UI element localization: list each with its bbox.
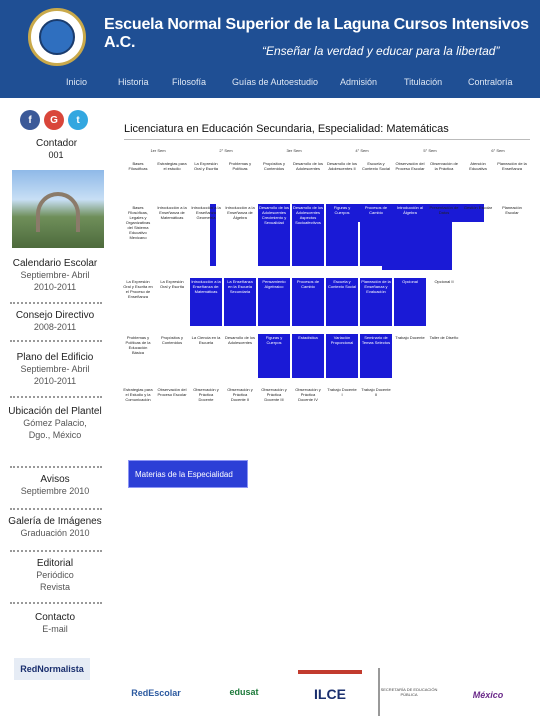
- sidebar-title: Avisos: [40, 474, 70, 485]
- semester-header: 2° Sem: [219, 148, 233, 153]
- course-cell[interactable]: Escuela y Contexto Social: [361, 161, 390, 171]
- course-cell[interactable]: Introducción a la Enseñanza de Álgebra: [225, 205, 255, 220]
- main-nav: [0, 77, 540, 91]
- school-logo[interactable]: [28, 8, 86, 66]
- course-cell[interactable]: Introducción a la Enseñanza de Matemáticas: [157, 205, 187, 220]
- course-cell[interactable]: Gestión Escolar: [463, 205, 493, 210]
- course-cell[interactable]: Trabajo Docente II: [361, 387, 391, 397]
- sidebar-divider: [10, 550, 102, 552]
- course-cell[interactable]: Desarrollo de los Adolescentes II: [327, 161, 358, 171]
- sidebar-divider: [10, 302, 102, 304]
- sidebar-divider: [10, 508, 102, 510]
- nav-filosofia[interactable]: Filosofía: [172, 77, 207, 87]
- course-cell[interactable]: Propósitos y Contenidos: [160, 335, 183, 345]
- nav-admision[interactable]: Admisión: [340, 77, 378, 87]
- sidebar-title: Editorial: [36, 558, 74, 569]
- sidebar-sub: Graduación 2010: [20, 528, 90, 538]
- sep-logo[interactable]: SECRETARÍA DE EDUCACIÓN PÚBLICA: [378, 668, 438, 716]
- edusat-logo[interactable]: edusat: [229, 687, 259, 697]
- course-cell[interactable]: Taller de Diseño: [429, 335, 459, 340]
- sidebar-divider: [10, 466, 102, 468]
- course-cell[interactable]: Observación y Práctica Docente IV: [295, 387, 321, 402]
- semester-header: 1er Sem: [150, 148, 166, 153]
- google-icon[interactable]: G: [44, 110, 64, 130]
- sidebar-sub: 2010-2011: [33, 376, 77, 386]
- course-cell[interactable]: La Expresión Oral y Escrita: [159, 279, 184, 289]
- sidebar-sub: Septiembre 2010: [20, 486, 90, 496]
- course-cell[interactable]: Introducción a la Enseñanza de: Matemáticas: [190, 278, 222, 326]
- course-cell[interactable]: Planeación de la Enseñanza y Evaluación: [360, 278, 392, 326]
- sidebar-contacto[interactable]: [0, 612, 110, 635]
- sidebar-title: Calendario Escolar: [12, 258, 98, 269]
- course-cell[interactable]: La Ciencia en la Escuela: [191, 335, 221, 345]
- sidebar-sub: Septiembre- Abril: [20, 270, 90, 280]
- course-cell[interactable]: Variación Proporcional: [326, 334, 358, 378]
- course-cell[interactable]: Observación del Proceso Escolar: [157, 387, 187, 397]
- course-cell[interactable]: Observación y Práctica Docente III: [261, 387, 287, 402]
- course-cell[interactable]: Planeación Escolar: [502, 205, 522, 215]
- nav-titulacion[interactable]: Titulación: [404, 77, 443, 87]
- course-cell[interactable]: Observación y Práctica Docente: [193, 387, 219, 402]
- sidebar-title: Plano del Edificio: [16, 352, 94, 363]
- course-cell[interactable]: La Expresión Oral y Escrita: [193, 161, 218, 171]
- course-cell[interactable]: Opcional: [394, 278, 426, 326]
- heading-divider: [124, 139, 530, 140]
- semester-header: 6° Sem: [491, 148, 505, 153]
- course-cell[interactable]: Problemas y Políticas de la Educación Básica: [125, 335, 151, 355]
- course-cell[interactable]: Opcional II: [434, 279, 454, 284]
- nav-contraloria[interactable]: Contraloría: [468, 77, 513, 87]
- nav-guias[interactable]: Guías de Autoestudio: [232, 77, 319, 87]
- sidebar-sub: Periódico: [36, 570, 74, 580]
- sidebar-sub: Revista: [39, 582, 70, 592]
- course-cell[interactable]: Observación de la Práctica: [429, 161, 458, 171]
- ilce-logo[interactable]: ILCE: [298, 670, 362, 714]
- course-cell[interactable]: Bases Filosóficas: [128, 161, 148, 171]
- course-cell[interactable]: Estrategias para el Estudio y la Comunicación: [123, 387, 153, 402]
- sidebar-sub: Septiembre- Abril: [20, 364, 90, 374]
- course-cell[interactable]: Desarrollo de los Adolescentes Aspectos Socioafectivos: [292, 204, 324, 266]
- sidebar-divider: [10, 396, 102, 398]
- site-header: [0, 0, 540, 98]
- course-cell[interactable]: Observación y Práctica Docente II: [227, 387, 253, 402]
- semester-header: 3er Sem: [286, 148, 302, 153]
- course-cell[interactable]: Atención Educativa: [469, 161, 487, 171]
- sidebar-sub: E-mail: [42, 624, 68, 634]
- course-cell[interactable]: La Enseñanza en la Escuela Secundaria: [224, 278, 256, 326]
- course-cell[interactable]: Procesos de Cambio: [360, 204, 392, 266]
- sidebar-title: Consejo Directivo: [15, 310, 95, 321]
- course-cell[interactable]: Estrategias para el estudio: [157, 161, 187, 171]
- sidebar-editorial[interactable]: [0, 558, 110, 593]
- social-links: [20, 110, 88, 130]
- curriculum-map: [118, 148, 532, 438]
- course-cell[interactable]: Escuela y Contexto Social: [326, 278, 358, 326]
- sidebar-sub: 2008-2011: [33, 322, 77, 332]
- sidebar-title: Contacto: [34, 612, 76, 623]
- course-cell[interactable]: Presentación de Datos: [429, 205, 459, 215]
- course-cell[interactable]: Desarrollo de los Adolescentes: [293, 161, 324, 171]
- partner-logos: [0, 650, 540, 720]
- twitter-icon[interactable]: t: [68, 110, 88, 130]
- rednormalista-logo[interactable]: RedNormalista: [14, 658, 90, 680]
- course-cell[interactable]: Trabajo Docente I: [327, 387, 357, 397]
- logo-emblem: [39, 19, 75, 55]
- nav-inicio[interactable]: Inicio: [66, 77, 88, 87]
- sidebar-divider: [10, 602, 102, 604]
- facebook-icon[interactable]: f: [20, 110, 40, 130]
- course-cell[interactable]: Procesos de Cambio: [292, 278, 324, 326]
- counter-label: Contador: [36, 138, 78, 149]
- site-motto: “Enseñar la verdad y educar para la libertad”: [262, 44, 500, 58]
- course-cell[interactable]: Problemas y Políticas: [228, 161, 252, 171]
- course-cell[interactable]: Figuras y Cuerpos: [326, 204, 358, 266]
- sidebar-calendario[interactable]: [0, 258, 110, 293]
- course-cell[interactable]: Desarrollo de los Adolescentes: [225, 335, 256, 345]
- course-cell[interactable]: Trabajo Docente: [395, 335, 425, 340]
- sidebar-consejo[interactable]: [0, 310, 110, 333]
- sidebar-sub: 2010-2011: [33, 282, 77, 292]
- sidebar-ubicacion[interactable]: [0, 406, 110, 441]
- course-cell[interactable]: Seminario de Temas Selectos: [360, 334, 392, 378]
- semester-header: 4° Sem: [355, 148, 369, 153]
- sidebar-divider: [10, 340, 102, 342]
- mexico-logo[interactable]: México: [472, 690, 504, 700]
- sidebar-title: Ubicación del Plantel: [8, 406, 102, 417]
- nav-historia[interactable]: Historia: [118, 77, 149, 87]
- course-cell[interactable]: Observación del Proceso Escolar: [395, 161, 425, 171]
- counter-value: 001: [48, 150, 64, 160]
- materias-especialidad-button[interactable]: Materias de la Especialidad: [128, 460, 248, 488]
- sidebar-galeria[interactable]: [0, 516, 110, 539]
- page-title: Licenciatura en Educación Secundaria, Especialidad: Matemáticas: [124, 123, 449, 135]
- course-cell[interactable]: Planeación de la Enseñanza: [497, 161, 527, 171]
- sidebar-plano[interactable]: [0, 352, 110, 387]
- course-cell[interactable]: Introducción al Álgebra: [394, 204, 426, 266]
- course-cell[interactable]: Introducción a la Enseñanza Geometría: [191, 205, 221, 220]
- course-cell[interactable]: La Expresión Oral y Escrita en el Proceso de Enseñanza: [123, 279, 153, 299]
- redescolar-logo[interactable]: RedEscolar: [131, 688, 181, 698]
- sidebar-avisos[interactable]: [0, 474, 110, 497]
- course-cell[interactable]: Desarrollo de los Adolescentes Crecimiento y Sexualidad: [258, 204, 290, 266]
- semester-header: 5° Sem: [423, 148, 437, 153]
- sidebar-sub: Dgo., México: [28, 430, 82, 440]
- course-cell[interactable]: Estadística: [292, 334, 324, 378]
- sidebar-sub: Gómez Palacio,: [23, 418, 87, 428]
- course-cell[interactable]: Bases Filosóficas, Legales y Organizativas del Sistema Educativo Mexicano: [125, 205, 151, 240]
- sidebar-title: Galería de Imágenes: [8, 516, 102, 527]
- site-title: Escuela Normal Superior de la Laguna Cursos Intensivos A.C.: [104, 16, 529, 51]
- course-cell[interactable]: Figuras y Cuerpos: [258, 334, 290, 378]
- school-photo: [12, 170, 104, 248]
- course-cell[interactable]: Pensamiento Algebraico: [258, 278, 290, 326]
- school-gate: [36, 192, 80, 232]
- course-cell[interactable]: Propósitos y Contenidos: [262, 161, 285, 171]
